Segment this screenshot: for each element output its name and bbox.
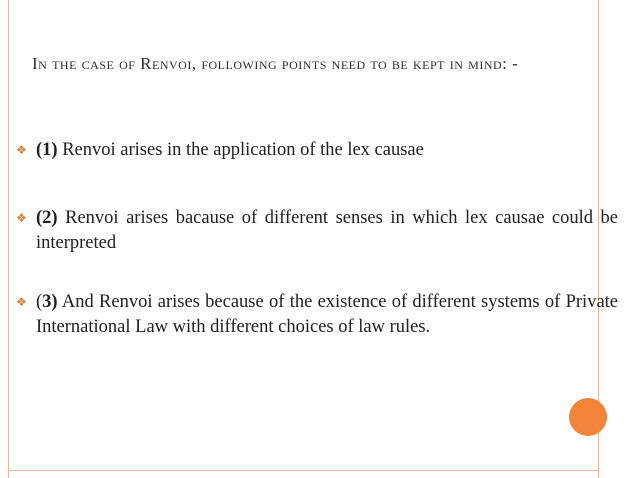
bullet-item-3 [16, 290, 618, 340]
bullet-item-1 [16, 138, 424, 163]
frame-left-line [8, 0, 9, 478]
slide-title [32, 46, 572, 82]
bullet-text-1 [36, 138, 424, 163]
bullet-text-3 [36, 290, 618, 340]
slide-title-text: In the case of Renvoi, following points need to be kept in mind: [32, 54, 508, 73]
diamond-bullet-icon: ❖ [16, 295, 27, 309]
bullet-number-3: 3) [42, 292, 58, 312]
diamond-bullet-icon: ❖ [16, 143, 27, 157]
bullet-number-2: (2) [36, 208, 58, 228]
bullet-text-2 [36, 206, 618, 256]
bullet-body-3: And Renvoi arises because of the existence of different systems of Private International Law with different choices of law rules. [36, 292, 619, 337]
bullet-body-1: Renvoi arises in the application of the lex causae [62, 140, 424, 160]
bullet-body-2: Renvoi arises bacause of different senses in which lex causae could be interpreted [36, 208, 619, 253]
bullet-item-2 [16, 206, 618, 256]
diamond-bullet-icon: ❖ [16, 211, 27, 225]
bullet-number-3-open: ( [36, 292, 43, 312]
slide-title-dash: - [512, 54, 519, 73]
decorative-orange-circle [569, 398, 607, 436]
bullet-number-1: (1) [36, 140, 58, 160]
frame-bottom-line [8, 470, 599, 471]
